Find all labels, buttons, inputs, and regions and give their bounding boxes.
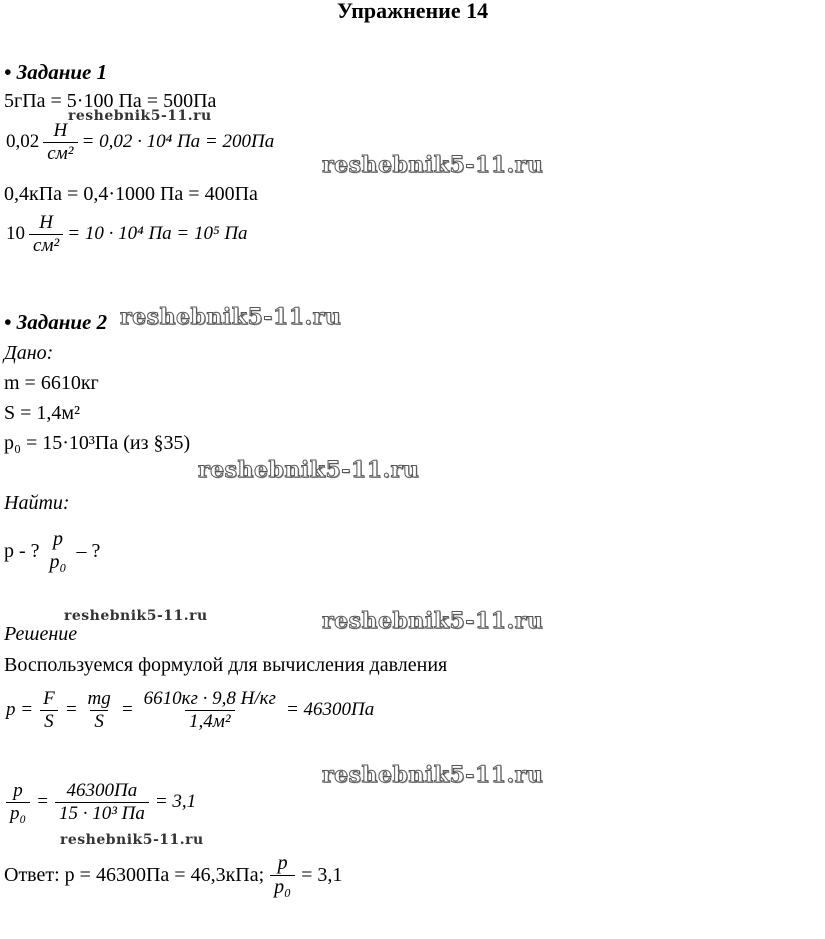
task1-line2: 0,02 $\frac{Н}{\text{см²}}$ = 0,02 · 10⁴ Па = 200Па bbox=[6, 120, 275, 164]
watermark: reshebnik5-11.ru bbox=[60, 832, 204, 848]
formula-pressure: p = $\frac{F}{S}$ = $\frac{mg}{S}$ = $\frac{6610кг \cdot 9,8 Н/кг}{\text{1,4м²}}$ = 46300Па bbox=[6, 688, 375, 732]
find-label: Найти: bbox=[4, 492, 70, 514]
page-title: Упражнение 14 bbox=[336, 0, 489, 23]
watermark: reshebnik5-11.ru bbox=[322, 762, 544, 788]
watermark: reshebnik5-11.ru bbox=[322, 152, 544, 178]
find-line: p - ? p p₀ – ? bbox=[4, 528, 101, 573]
solution-label: Решение bbox=[4, 623, 78, 645]
task1-line3: 0,4кПа = 0,4·1000 Па = 400Па bbox=[4, 183, 258, 205]
task1-line4: 10 $\frac{Н}{\text{см²}}$ = 10 · 10⁴ Па = 10⁵ Па bbox=[6, 212, 248, 256]
watermark: reshebnik5-11.ru bbox=[68, 108, 212, 124]
task2-heading: • Задание 2 bbox=[4, 310, 108, 334]
given-label: Дано: bbox=[4, 342, 54, 364]
given-pressure: p₀ = 15·10³Па (из §35) bbox=[4, 432, 191, 454]
watermark: reshebnik5-11.ru bbox=[198, 457, 420, 483]
watermark: reshebnik5-11.ru bbox=[322, 608, 544, 634]
task1-heading: • Задание 1 bbox=[4, 60, 108, 84]
watermark: reshebnik5-11.ru bbox=[120, 304, 342, 330]
task1-line1: 5гПа = 5·100 Па = 500Па bbox=[4, 90, 217, 112]
solution-text: Воспользуемся формулой для вычисления давления bbox=[4, 654, 448, 676]
given-area: S = 1,4м² bbox=[4, 402, 81, 424]
watermark: reshebnik5-11.ru bbox=[64, 608, 208, 624]
given-mass: m = 6610кг bbox=[4, 372, 99, 394]
formula-ratio: $\frac{p}{\text{p₀}}$ = $\frac{46300Па}{\text{15 · 10³ Па}}$ = 3,1 bbox=[6, 780, 196, 825]
answer-line: Ответ: p = 46300Па = 46,3кПа; $\frac{p}{\text{p₀}}$ = 3,1 bbox=[4, 852, 343, 898]
